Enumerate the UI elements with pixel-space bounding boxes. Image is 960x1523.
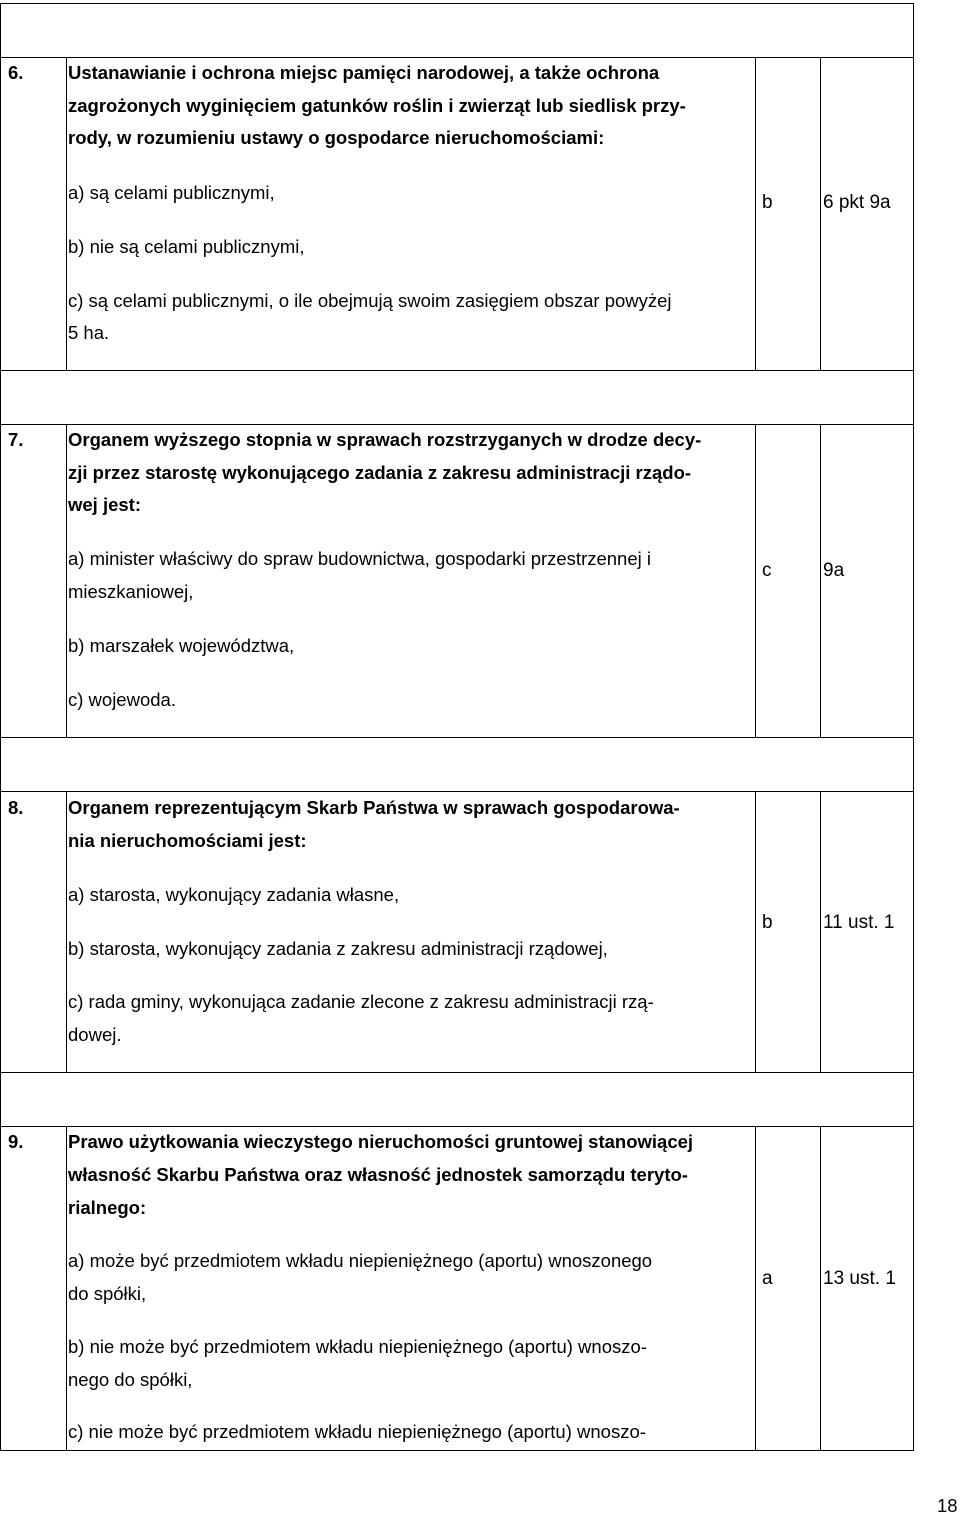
answer-option: a) minister właściwy do spraw budownictwa, gospodarki przestrzennej i: [68, 548, 651, 569]
table-border-right: [913, 3, 914, 1451]
correct-answer: b: [762, 192, 773, 213]
question-text-line: Organem reprezentującym Skarb Państwa w sprawach gospodarowa-: [68, 797, 680, 818]
question-text-line: nia nieruchomościami jest:: [68, 830, 307, 851]
row-divider: [0, 1126, 914, 1127]
row-divider: [0, 1072, 914, 1073]
answer-option: a) może być przedmiotem wkładu niepieniężnego (aportu) wnoszonego: [68, 1250, 653, 1271]
question-text-line: Ustanawianie i ochrona miejsc pamięci narodowej, a także ochrona: [68, 62, 660, 83]
row-divider: [0, 424, 914, 425]
row-divider: [0, 57, 914, 58]
table-border-top: [0, 3, 914, 4]
question-text-line: Prawo użytkowania wieczystego nieruchomości gruntowej stanowiącej: [68, 1131, 694, 1152]
column-divider: [66, 57, 67, 371]
column-divider: [755, 57, 756, 371]
legal-reference: 11 ust. 1: [823, 912, 895, 933]
question-number: 8.: [8, 797, 24, 818]
correct-answer: b: [762, 912, 773, 933]
legal-reference: 13 ust. 1: [823, 1268, 896, 1289]
row-divider: [0, 791, 914, 792]
answer-option: nego do spółki,: [68, 1369, 193, 1390]
correct-answer: a: [762, 1268, 773, 1289]
question-text-line: wej jest:: [68, 494, 141, 515]
question-text-line: rialnego:: [68, 1197, 147, 1218]
answer-option: b) starosta, wykonujący zadania z zakresu administracji rządowej,: [68, 938, 608, 959]
answer-option: c) rada gminy, wykonująca zadanie zlecone z zakresu administracji rzą-: [68, 991, 654, 1012]
column-divider: [755, 424, 756, 738]
question-number: 6.: [8, 62, 24, 83]
column-divider: [66, 424, 67, 738]
question-text-line: własność Skarbu Państwa oraz własność jednostek samorządu teryto-: [68, 1164, 688, 1185]
answer-option: do spółki,: [68, 1283, 147, 1304]
question-number: 9.: [8, 1131, 24, 1152]
answer-option: mieszkaniowej,: [68, 581, 194, 602]
question-text-line: zagrożonych wyginięciem gatunków roślin i zwierząt lub siedlisk przy-: [68, 95, 686, 116]
answer-option: a) są celami publicznymi,: [68, 182, 275, 203]
row-divider: [0, 737, 914, 738]
answer-option: b) nie może być przedmiotem wkładu niepieniężnego (aportu) wnoszo-: [68, 1336, 647, 1357]
column-divider: [66, 791, 67, 1073]
column-divider: [820, 57, 821, 371]
column-divider: [820, 424, 821, 738]
answer-option: 5 ha.: [68, 322, 110, 343]
answer-option: c) są celami publicznymi, o ile obejmują swoim zasięgiem obszar powyżej: [68, 290, 672, 311]
answer-option: dowej.: [68, 1024, 122, 1045]
column-divider: [755, 791, 756, 1073]
page-number: 18: [937, 1495, 958, 1516]
column-divider: [755, 1126, 756, 1451]
legal-reference: 9a: [823, 560, 845, 581]
question-text-line: Organem wyższego stopnia w sprawach rozstrzyganych w drodze decy-: [68, 429, 702, 450]
column-divider: [820, 1126, 821, 1451]
row-divider: [0, 370, 914, 371]
legal-reference: 6 pkt 9a: [823, 192, 891, 213]
table-border-bottom: [0, 1450, 914, 1451]
table-border-left: [0, 3, 1, 1451]
answer-option: b) nie są celami publicznymi,: [68, 236, 305, 257]
answer-option: c) wojewoda.: [68, 689, 176, 710]
answer-option: a) starosta, wykonujący zadania własne,: [68, 884, 400, 905]
answer-option: c) nie może być przedmiotem wkładu niepieniężnego (aportu) wnoszo-: [68, 1421, 646, 1442]
question-text-line: zji przez starostę wykonującego zadania z zakresu administracji rządo-: [68, 462, 692, 483]
question-text-line: rody, w rozumieniu ustawy o gospodarce nieruchomościami:: [68, 127, 605, 148]
column-divider: [820, 791, 821, 1073]
answer-option: b) marszałek województwa,: [68, 635, 295, 656]
column-divider: [66, 1126, 67, 1451]
question-number: 7.: [8, 429, 24, 450]
correct-answer: c: [762, 560, 772, 581]
